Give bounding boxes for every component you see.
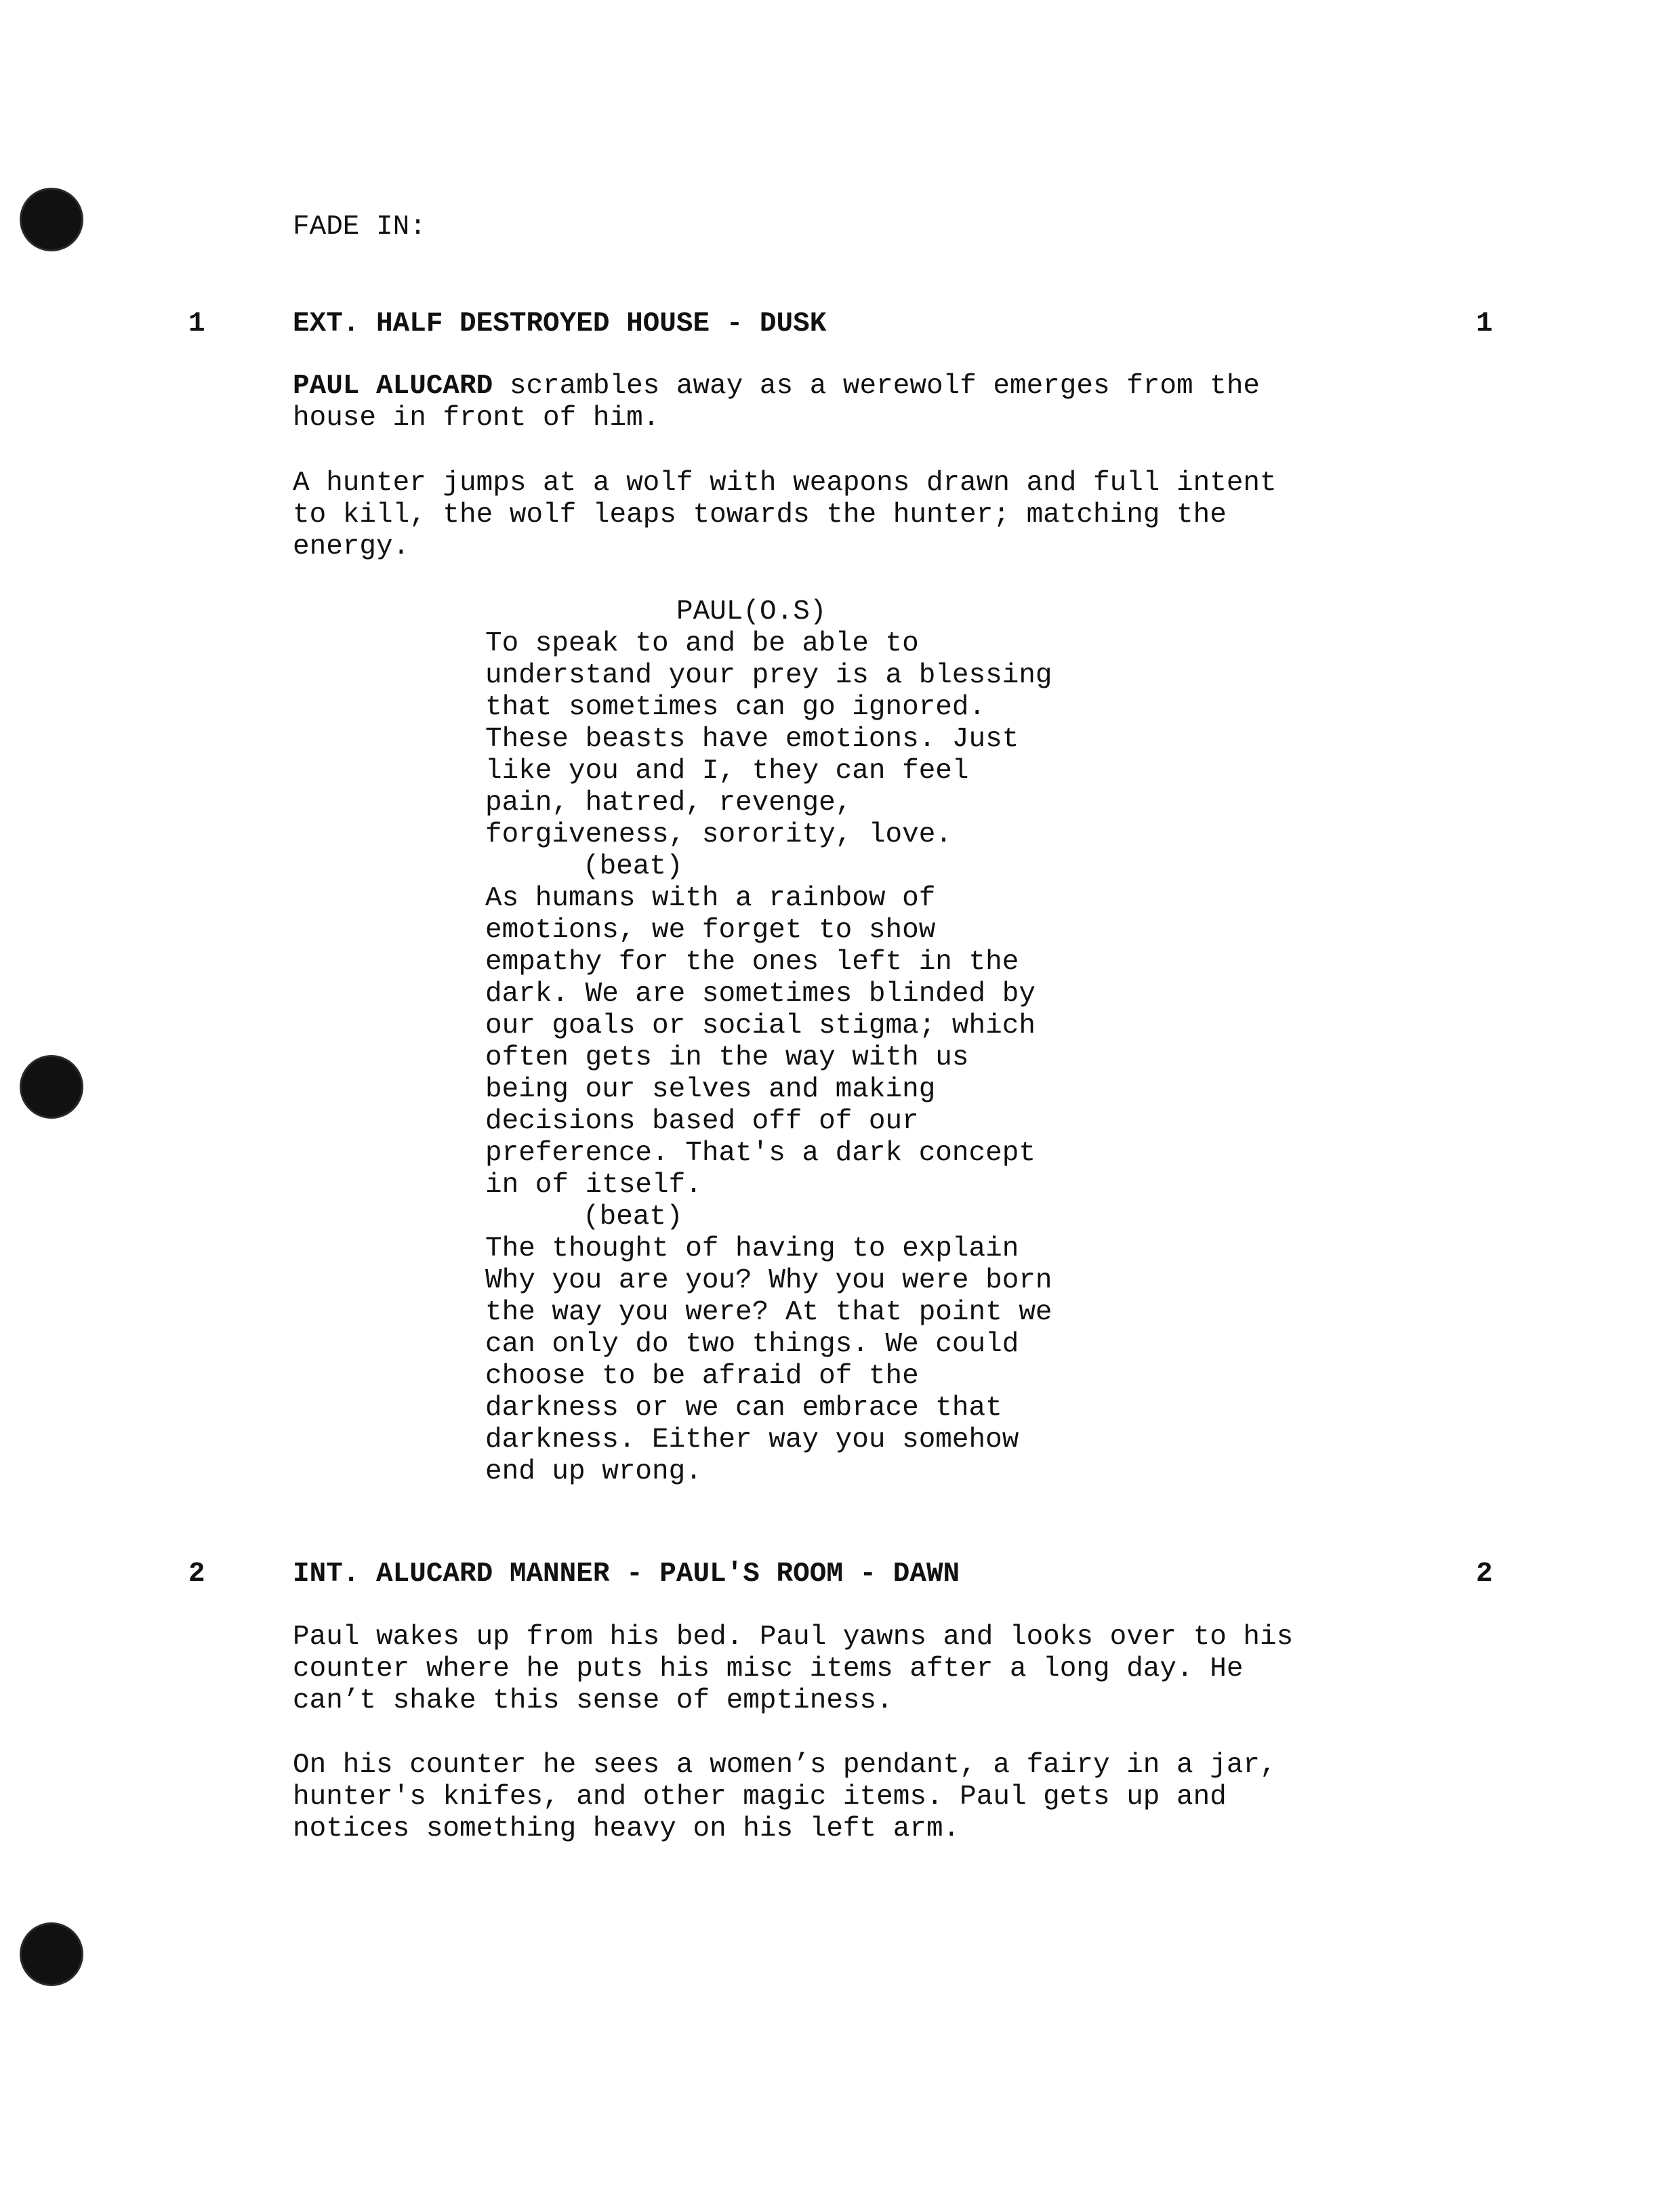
binder-hole-middle (22, 1057, 81, 1117)
parenthetical: (beat) (583, 851, 683, 882)
action-paragraph (293, 371, 1445, 434)
dialogue: To speak to and be able to understand your prey is a blessing that sometimes can go ignored. These beasts have emotions. Just like you and I, they can feel pain, hatred, revenge, forgiveness, sorority, love. (485, 628, 1052, 850)
binder-hole-bottom (22, 1924, 81, 1984)
scene-heading: INT. ALUCARD MANNER - PAUL'S ROOM - DAWN (293, 1559, 960, 1590)
dialogue: As humans with a rainbow of emotions, we forget to show empathy for the ones left in the dark. We are sometimes blinded by our goals or social stigma; which often gets in the way with us being our selves and making decisions based off of our preference. That's a dark concept in of itself. (485, 883, 1036, 1201)
character-cue: PAUL(O.S) (676, 596, 827, 627)
action-text: scrambles away as a werewolf emerges from the (493, 371, 1261, 402)
parenthetical: (beat) (583, 1201, 683, 1233)
action-paragraph: A hunter jumps at a wolf with weapons drawn and full intent to kill, the wolf leaps towards the hunter; matching the energy. (293, 468, 1277, 562)
character-intro: PAUL ALUCARD (293, 371, 493, 402)
binder-hole-top (22, 190, 81, 249)
scene-number-right: 2 (1476, 1559, 1493, 1590)
action-paragraph: On his counter he sees a women’s pendant, a fairy in a jar, hunter's knifes, and other magic items. Paul gets up and notices something heavy on his left arm. (293, 1750, 1277, 1844)
scene-heading: EXT. HALF DESTROYED HOUSE - DUSK (293, 308, 827, 339)
dialogue: The thought of having to explain Why you are you? Why you were born the way you were? At that point we can only do two things. We could choose to be afraid of the darkness or we can embrace that darkness. Either way you somehow end up wrong. (485, 1233, 1052, 1487)
action-paragraph: Paul wakes up from his bed. Paul yawns and looks over to his counter where he puts his misc items after a long day. He can’t shake this sense of emptiness. (293, 1622, 1294, 1716)
scene-number-left: 2 (188, 1559, 205, 1590)
transition-fade-in: FADE IN: (293, 211, 426, 243)
scene-number-left: 1 (188, 308, 205, 339)
action-text: house in front of him. (293, 402, 660, 434)
scene-number-right: 1 (1476, 308, 1493, 339)
